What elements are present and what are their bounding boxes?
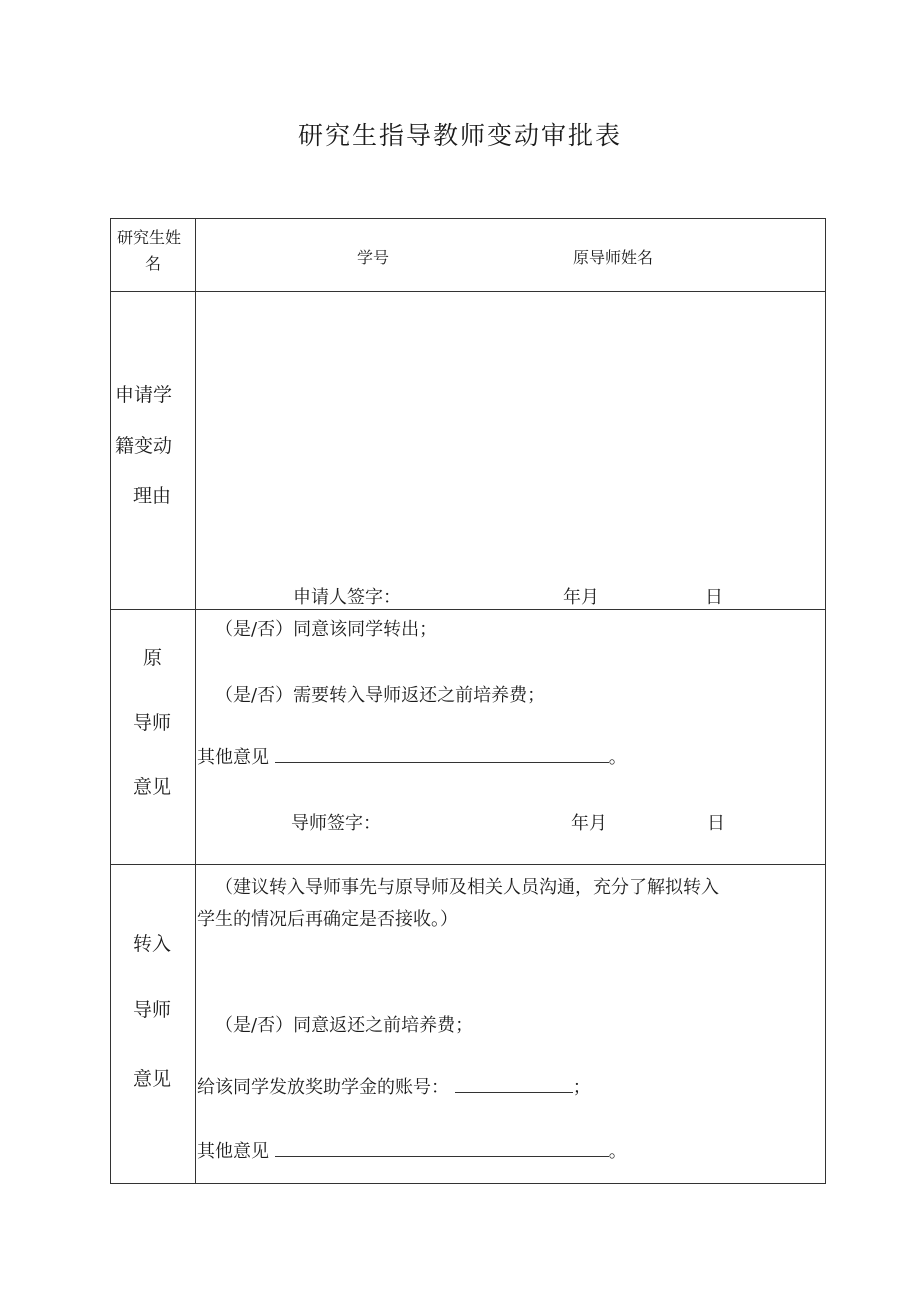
new-advisor-label-line3: 意见 — [133, 1068, 172, 1090]
need-refund-text: （是/否）需要转入导师返还之前培养费； — [215, 685, 546, 706]
account-line — [197, 1073, 591, 1099]
advisor-date-year-month: 年月 — [571, 813, 607, 834]
applicant-date-year-month: 年月 — [563, 587, 599, 608]
orig-other-opinion-field[interactable] — [275, 746, 609, 763]
student-id-label: 学号 — [357, 248, 390, 267]
orig-other-opinion-label: 其他意见 — [197, 747, 269, 768]
reason-label-line2: 籍变动 — [115, 435, 173, 457]
orig-other-opinion-line — [197, 743, 627, 769]
new-other-opinion-field[interactable] — [275, 1140, 609, 1157]
advisor-date-day: 日 — [707, 813, 725, 834]
suggestion-text-line2: 学生的情况后再确定是否接收。） — [197, 909, 458, 930]
student-name-label-line1: 研究生姓 — [117, 228, 182, 247]
orig-other-opinion-period: 。 — [608, 747, 627, 768]
row-divider-3 — [111, 864, 825, 865]
original-advisor-name-label: 原导师姓名 — [573, 248, 654, 267]
account-label: 给该同学发放奖助学金的账号： — [197, 1077, 449, 1098]
applicant-signature-label: 申请人签字： — [293, 587, 401, 608]
new-advisor-label-line2: 导师 — [133, 999, 172, 1021]
account-field[interactable] — [455, 1076, 573, 1093]
agree-transfer-out-text: （是/否）同意该同学转出； — [215, 619, 438, 640]
suggestion-text-line1: （建议转入导师事先与原导师及相关人员沟通，充分了解拟转入 — [215, 877, 719, 898]
new-other-opinion-label: 其他意见 — [197, 1141, 269, 1162]
page-title: 研究生指导教师变动审批表 — [297, 121, 622, 150]
account-semicolon: ； — [572, 1077, 591, 1098]
orig-advisor-label-line2: 导师 — [133, 712, 172, 734]
orig-advisor-label-line3: 意见 — [133, 776, 172, 798]
advisor-signature-label: 导师签字： — [291, 813, 381, 834]
new-other-opinion-line — [197, 1137, 627, 1163]
new-advisor-label-line1: 转入 — [133, 933, 172, 955]
reason-label-line1: 申请学 — [115, 384, 173, 406]
row-divider-1 — [111, 291, 825, 292]
agree-refund-text: （是/否）同意返还之前培养费； — [215, 1015, 474, 1036]
new-other-opinion-period: 。 — [608, 1141, 627, 1162]
row-divider-2 — [111, 609, 825, 610]
orig-advisor-label-line1: 原 — [143, 647, 163, 669]
column-divider — [195, 219, 196, 1183]
approval-form-table — [110, 218, 826, 1184]
reason-label-line3: 理由 — [133, 485, 172, 507]
applicant-date-day: 日 — [705, 587, 723, 608]
student-name-label-line2: 名 — [145, 254, 162, 273]
